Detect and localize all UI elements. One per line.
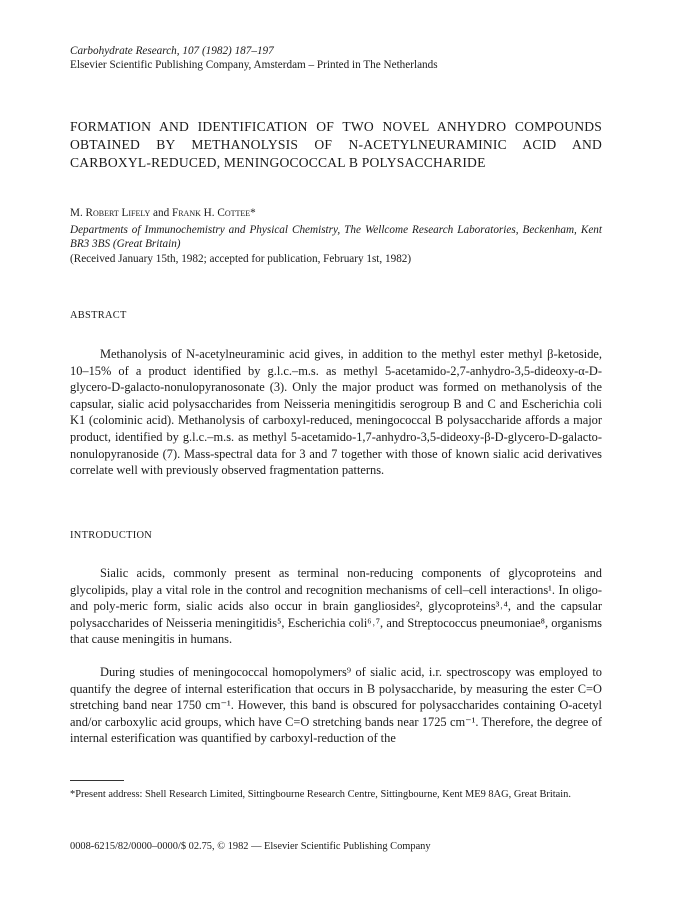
- publisher-line: Elsevier Scientific Publishing Company, Amsterdam – Printed in The Netherlands: [70, 59, 438, 71]
- journal-citation: Carbohydrate Research, 107 (1982) 187–197: [70, 45, 274, 57]
- abstract-heading: ABSTRACT: [70, 310, 127, 321]
- author-name: Frank H. Cottee*: [172, 207, 256, 219]
- affiliation: Departments of Immunochemistry and Physical Chemistry, The Wellcome Research Laboratories, Beckenham, Kent BR3 3BS (Great Britain): [70, 224, 602, 250]
- abstract-text: Methanolysis of N-acetylneuraminic acid gives, in addition to the methyl ester methyl β-ketoside, 10–15% of a product identified by g.l.c.–m.s. as methyl 5-acetamido-2,7-anhydro-3,5-dideoxy-α-D-glycero-D-galacto-nonulopyranosonate (3). Only the major product was formed on methanolysis of the capsular, sialic acid polysaccharides from Neisseria meningitidis serogroup B and C and Escherichia coli K1 (colominic acid). Methanolysis of carboxyl-reduced, meningococcal B polysaccharide affords a major product, identified by g.l.c.–m.s. as methyl 5-acetamido-1,7-anhydro-3,5-dideoxy-β-D-glycero-D-galacto-nonulopyranoside (7). Mass-spectral data for 3 and 7 together with those of known sialic acid derivatives correlate well with previously observed fragmentation patterns.: [70, 347, 602, 478]
- introduction-heading: INTRODUCTION: [70, 530, 153, 541]
- author-conjunction: and: [153, 207, 170, 219]
- journal-header: [70, 44, 438, 72]
- issn-line: 0008-6215/82/0000–0000/$ 02.75, © 1982 — Elsevier Scientific Publishing Company: [70, 841, 431, 852]
- paper-title: FORMATION AND IDENTIFICATION OF TWO NOVEL ANHYDRO COMPOUNDS OBTAINED BY METHANOLYSIS OF N-ACETYLNEURAMINIC ACID AND CARBOXYL-REDUCED, MENINGOCOCCAL B POLYSACCHARIDE: [70, 119, 602, 170]
- author-name: M. Robert Lifely: [70, 207, 151, 219]
- author-line: [70, 206, 256, 220]
- received-dates: (Received January 15th, 1982; accepted for publication, February 1st, 1982): [70, 253, 412, 265]
- introduction-paragraph: Sialic acids, commonly present as terminal non-reducing components of glycoproteins and glycolipids, play a vital role in the control and recognition mechanisms of cell–cell interactions¹. In oligo- and poly-meric form, sialic acids also occur in brain gangliosides², glycoproteins³˒⁴, and the capsular polysaccharides of Neisseria meningitidis⁵, Escherichia coli⁶˒⁷, and Streptococcus pneumoniae⁸, organisms that cause meningitis in humans.: [70, 566, 602, 647]
- footnote-rule: [70, 780, 124, 781]
- introduction-paragraph: During studies of meningococcal homopolymers⁹ of sialic acid, i.r. spectroscopy was employed to quantify the degree of internal esterification that occurs in B polysaccharide, by measuring the ester C=O stretching band near 1750 cm⁻¹. However, this band is obscured for polysaccharides containing O-acetyl and/or carboxylic acid groups, which have C=O stretching bands near 1725 cm⁻¹. Therefore, the degree of internal esterification was quantified by carboxyl-reduction of the: [70, 665, 602, 746]
- footnote: *Present address: Shell Research Limited, Sittingbourne Research Centre, Sittingbourne, Kent ME9 8AG, Great Britain.: [70, 789, 571, 800]
